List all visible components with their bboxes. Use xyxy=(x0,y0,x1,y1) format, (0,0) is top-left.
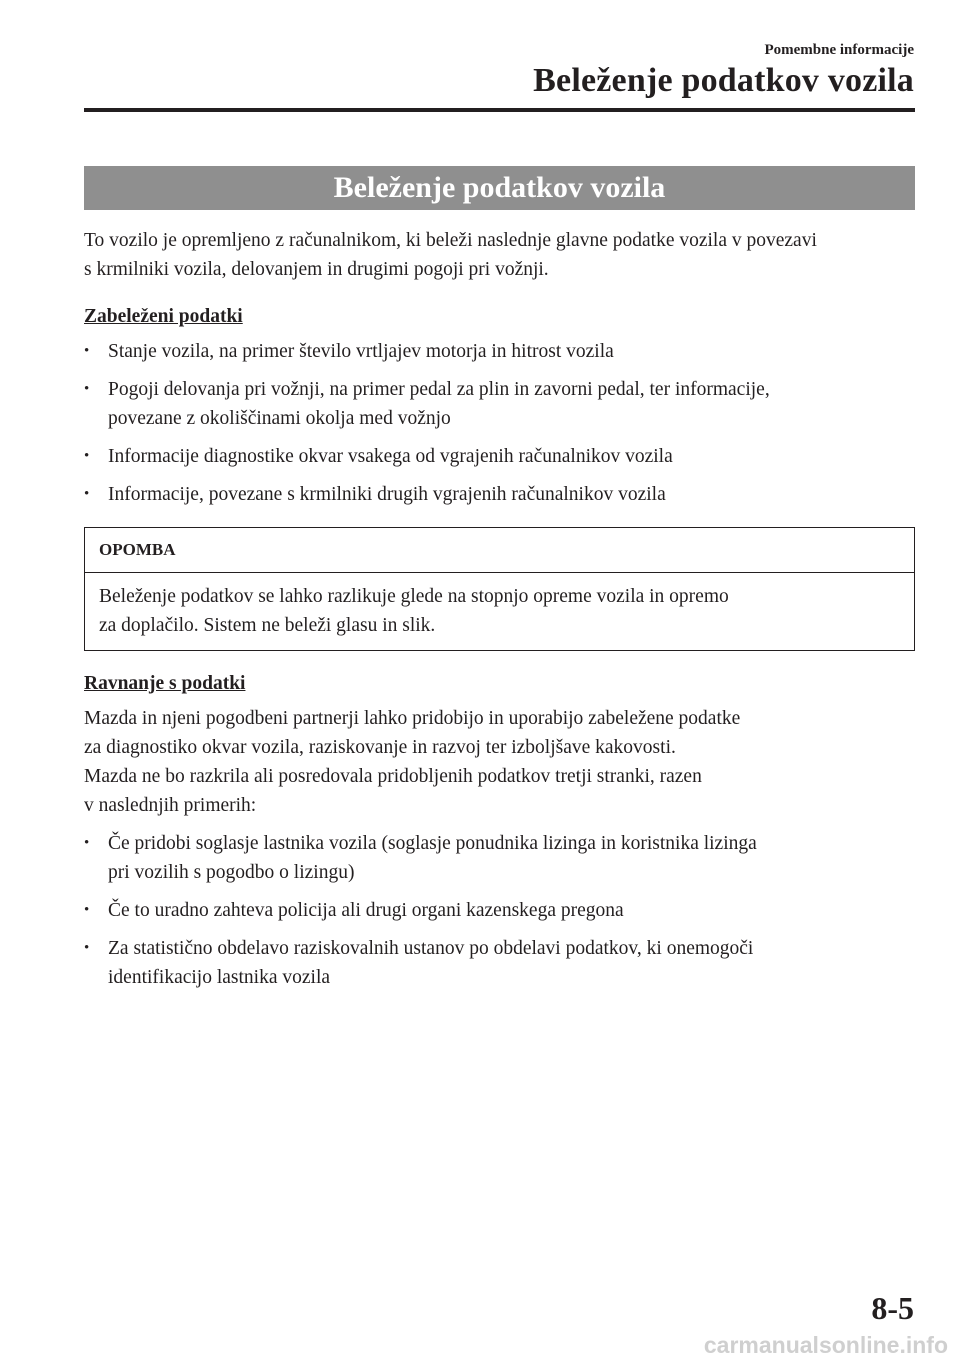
list-item-text: identifikacijo lastnika vozila xyxy=(108,967,331,988)
list-item-text: Če to uradno zahteva policija ali drugi organi kazenskega pregona xyxy=(108,900,624,921)
list-item-text: Če pridobi soglasje lastnika vozila (soglasje ponudnika lizinga in koristnika lizinga xyxy=(108,833,757,854)
handling-line: v naslednjih primerih: xyxy=(84,795,257,816)
bullet-icon: • xyxy=(84,343,90,359)
list-item-text: Stanje vozila, na primer število vrtljajev motorja in hitrost vozila xyxy=(108,341,614,362)
handling-line: za diagnostiko okvar vozila, raziskovanje in razvoj ter izboljšave kakovosti. xyxy=(84,737,676,758)
list-item-text: pri vozilih s pogodbo o lizingu) xyxy=(108,862,355,883)
bullet-icon: • xyxy=(84,940,90,956)
intro-paragraph xyxy=(84,226,915,284)
section-banner: Beleženje podatkov vozila xyxy=(84,166,915,210)
bullet-icon: • xyxy=(84,835,90,851)
handling-line: Mazda ne bo razkrila ali posredovala pridobljenih podatkov tretji stranki, razen xyxy=(84,766,702,787)
note-line: Beleženje podatkov se lahko razlikuje glede na stopnjo opreme vozila in opremo xyxy=(99,586,729,607)
handling-line: Mazda in njeni pogodbeni partnerji lahko pridobijo in uporabijo zabeležene podatke xyxy=(84,708,741,729)
note-body xyxy=(85,573,914,650)
page-number: 8-5 xyxy=(871,1290,914,1326)
list-item xyxy=(84,480,915,509)
note-title: OPOMBA xyxy=(85,528,914,573)
list-item-text: Informacije, povezane s krmilniki drugih vgrajenih računalnikov vozila xyxy=(108,484,666,505)
recorded-data-list xyxy=(84,337,915,509)
bullet-icon: • xyxy=(84,902,90,918)
intro-line: To vozilo je opremljeno z računalnikom, ki beleži naslednje glavne podatke vozila v povezavi xyxy=(84,230,817,251)
header-divider xyxy=(84,108,915,112)
disclosure-cases-list xyxy=(84,829,915,992)
watermark-text: carmanualsonline.info xyxy=(703,1332,948,1358)
bullet-icon: • xyxy=(84,381,90,397)
list-item-text: Za statistično obdelavo raziskovalnih ustanov po obdelavi podatkov, ki onemogoči xyxy=(108,938,754,959)
note-box xyxy=(84,527,915,651)
data-handling-heading: Ravnanje s podatki xyxy=(84,673,246,694)
list-item xyxy=(84,337,915,366)
intro-line: s krmilniki vozila, delovanjem in drugimi pogoji pri vožnji. xyxy=(84,259,549,280)
list-item xyxy=(84,934,915,992)
list-item xyxy=(84,442,915,471)
page-content xyxy=(84,226,915,1001)
list-item-text: Informacije diagnostike okvar vsakega od vgrajenih računalnikov vozila xyxy=(108,446,673,467)
list-item xyxy=(84,375,915,433)
recorded-data-heading: Zabeleženi podatki xyxy=(84,306,243,327)
section-header: Pomembne informacije xyxy=(764,42,914,58)
chapter-title: Beleženje podatkov vozila xyxy=(533,62,914,99)
list-item-text: povezane z okoliščinami okolja med vožnjo xyxy=(108,408,451,429)
list-item xyxy=(84,896,915,925)
list-item-text: Pogoji delovanja pri vožnji, na primer pedal za plin in zavorni pedal, ter informacije, xyxy=(108,379,770,400)
bullet-icon: • xyxy=(84,448,90,464)
note-line: za doplačilo. Sistem ne beleži glasu in slik. xyxy=(99,615,436,636)
list-item xyxy=(84,829,915,887)
handling-paragraph xyxy=(84,704,915,820)
bullet-icon: • xyxy=(84,486,90,502)
